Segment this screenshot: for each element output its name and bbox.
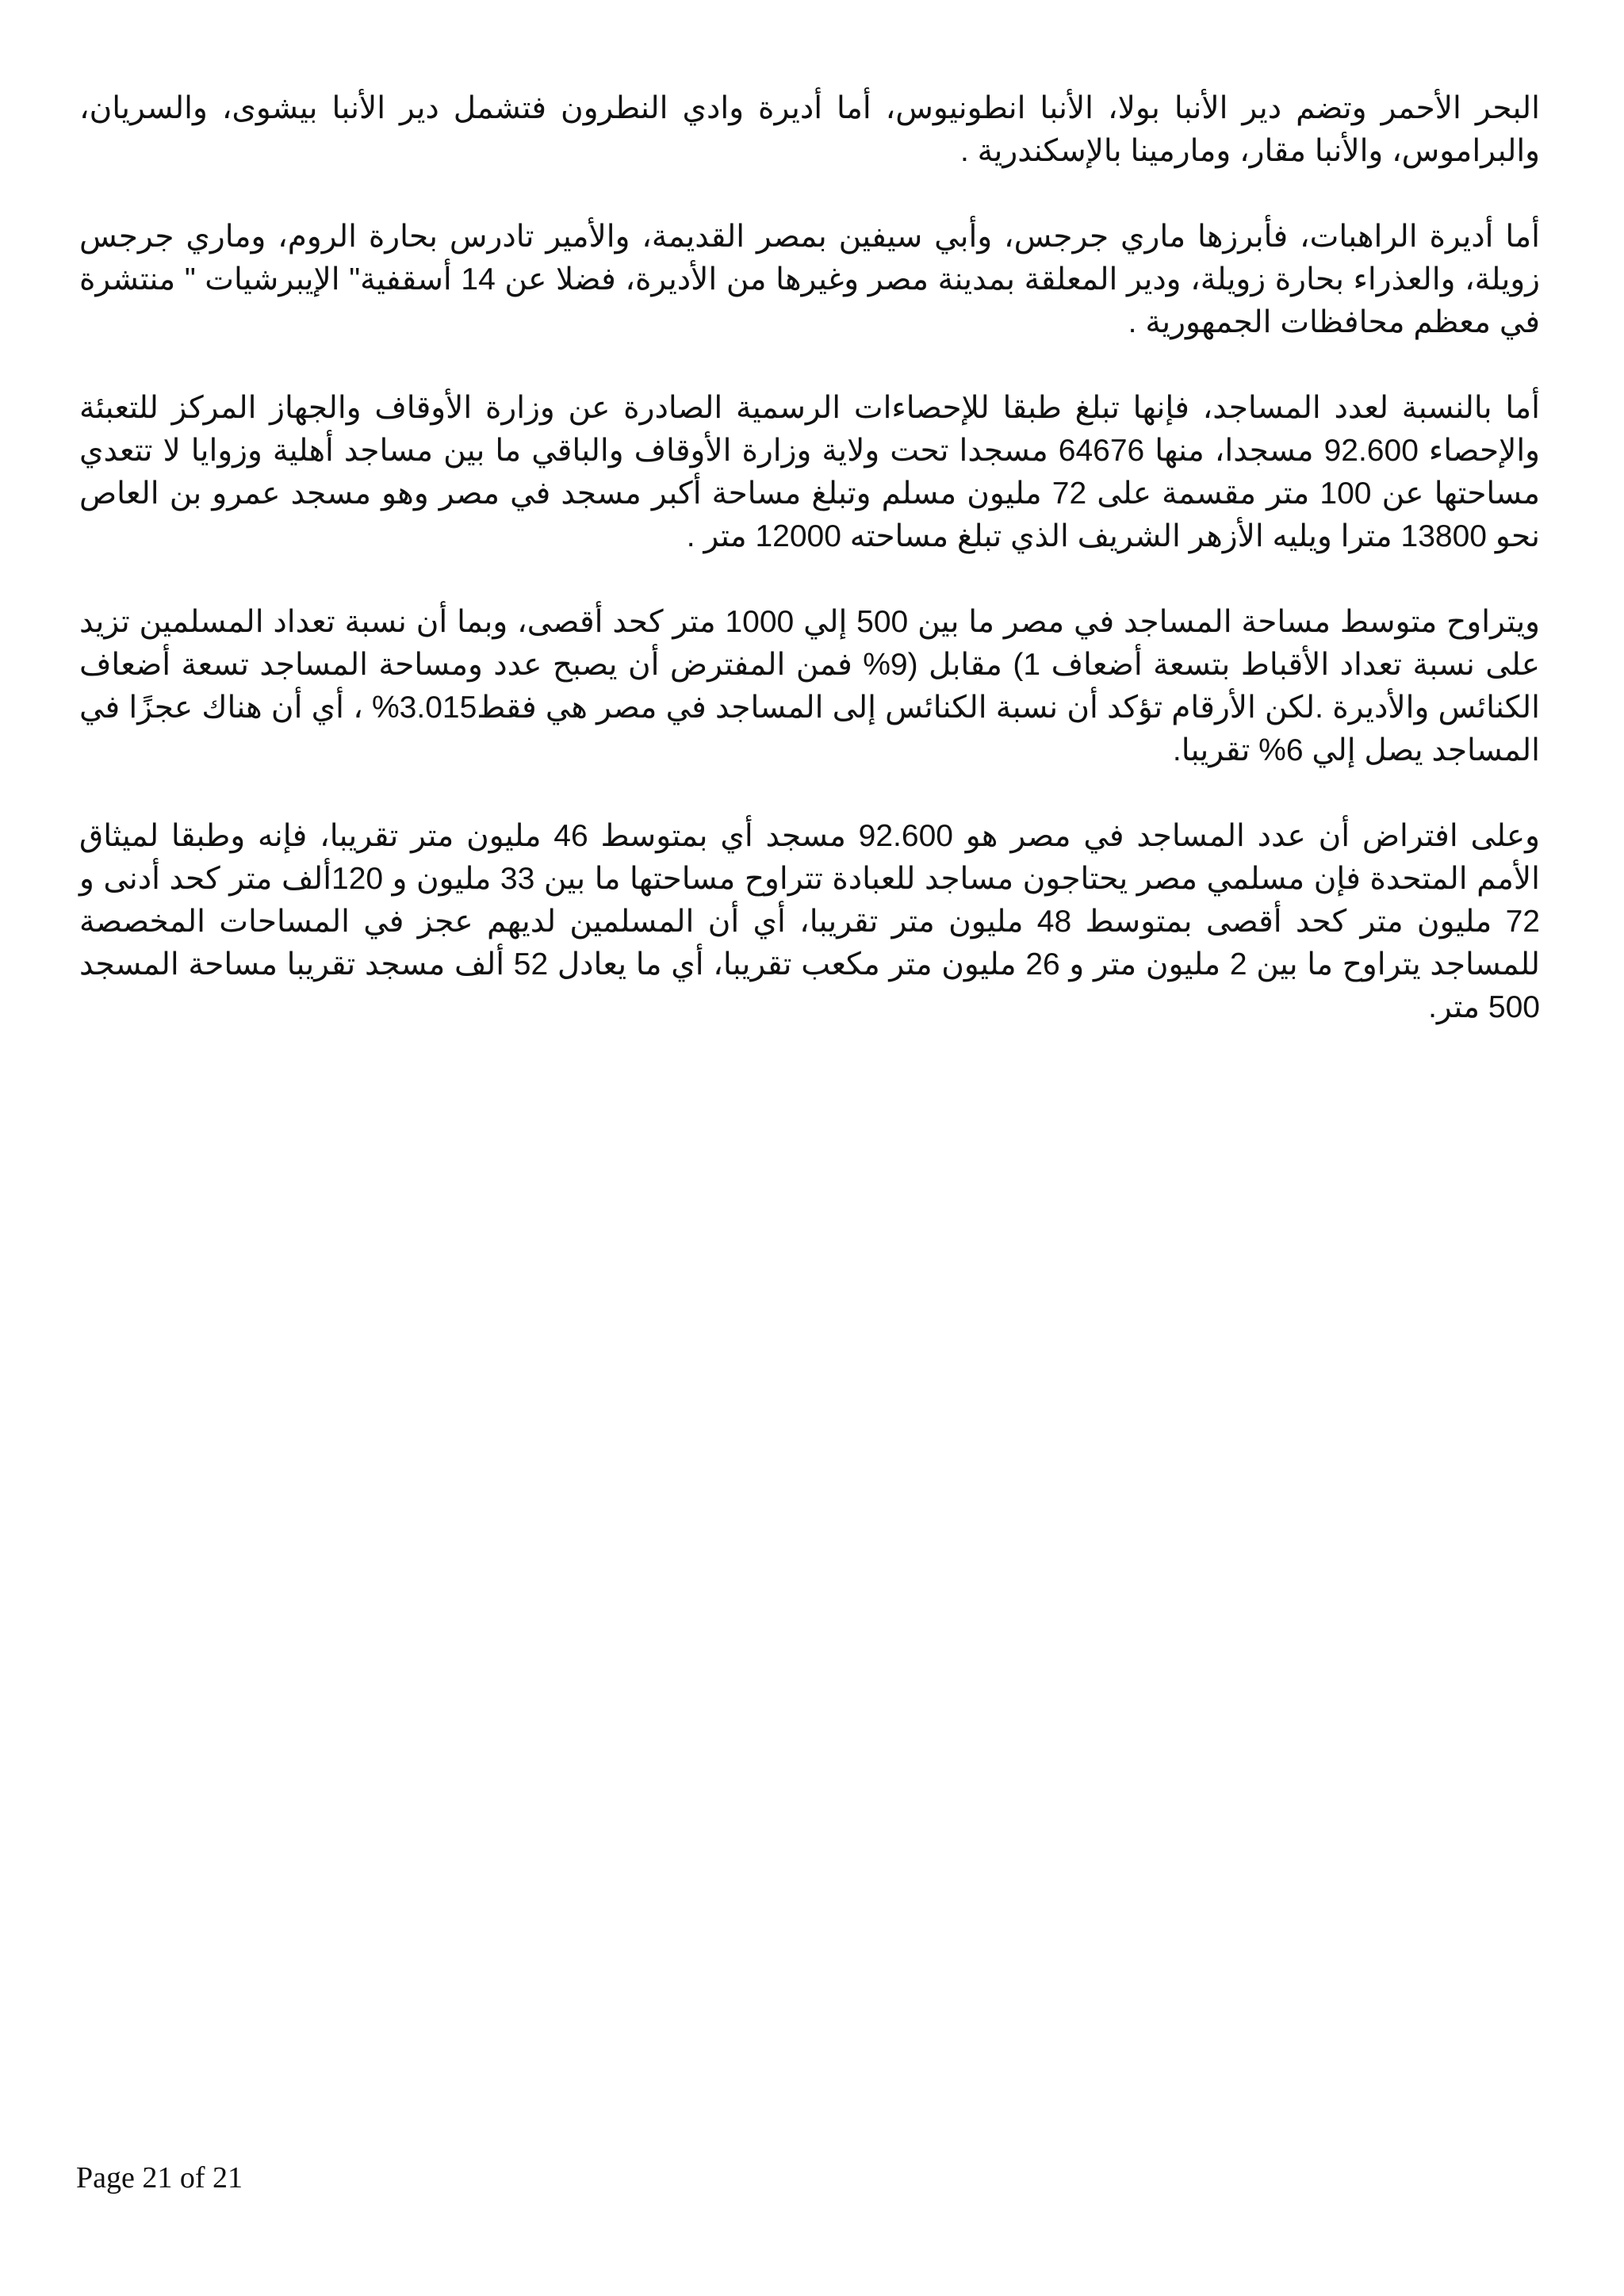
paragraph-convents: أما أديرة الراهبات، فأبرزها ماري جرجس، وأبي سيفين بمصر القديمة، والأمير تادرس بحارة الروم، وماري جرجس زويلة، والعذراء بحارة زويلة، ودير المعلقة بمدينة مصر وغيرها من الأديرة، فضلا عن 14 أسقفية" الإيبرشيات " منتشرة في معظم محافظات الجمهورية . [79,220,1540,339]
page-number-footer: Page 21 of 21 [76,2161,243,2195]
paragraph-monasteries: البحر الأحمر وتضم دير الأنبا بولا، الأنبا انطونيوس، أما أديرة وادي النطرون فتشمل دير الأنبا بيشوى، والسريان، والبراموس، والأنبا مقار، ومارمينا بالإسكندرية . [79,91,1540,168]
paragraph-mosque-area: ويتراوح متوسط مساحة المساجد في مصر ما بين 500 إلي 1000 متر كحد أقصى، وبما أن نسبة تعداد المسلمين تزيد على نسبة تعداد الأقباط بتسعة أضعاف 1) مقابل (9% فمن المفترض أن يصبح عدد ومساحة المساجد تسعة أضعاف الكنائس والأديرة .لكن الأرقام تؤكد أن نسبة الكنائس إلى المساجد في مصر هي فقط3.015% ، أي أن هناك عجزًا في المساجد يصل إلي 6% تقريبا. [79,605,1541,767]
paragraph-mosque-count: أما بالنسبة لعدد المساجد، فإنها تبلغ طبقا للإحصاءات الرسمية الصادرة عن وزارة الأوقاف والجهاز المركز للتعبئة والإحصاء 92.600 مسجدا، منها 64676 مسجدا تحت ولاية وزارة الأوقاف والباقي ما بين مساجد أهلية وزوايا لا تتعدي مساحتها عن 100 متر مقسمة على 72 مليون مسلم وتبلغ مساحة أكبر مسجد في مصر وهو مسجد عمرو بن العاص نحو 13800 مترا ويليه الأزهر الشريف الذي تبلغ مساحته 12000 متر . [79,391,1540,553]
paragraph-un-charter: وعلى افتراض أن عدد المساجد في مصر هو 92.600 مسجد أي بمتوسط 46 مليون متر تقريبا، فإنه وطبقا لميثاق الأمم المتحدة فإن مسلمي مصر يحتاجون مساجد للعبادة تتراوح مساحتها ما بين 33 مليون و 120ألف متر كحد أدنى و 72 مليون متر كحد أقصى بمتوسط 48 مليون متر تقريبا، أي أن المسلمين لديهم عجز في المساحات المخصصة للمساجد يتراوح ما بين 2 مليون متر و 26 مليون متر مكعب تقريبا، أي ما يعادل 52 ألف مسجد تقريبا مساحة المسجد 500 متر. [79,819,1541,1024]
document-body [79,87,1540,1072]
